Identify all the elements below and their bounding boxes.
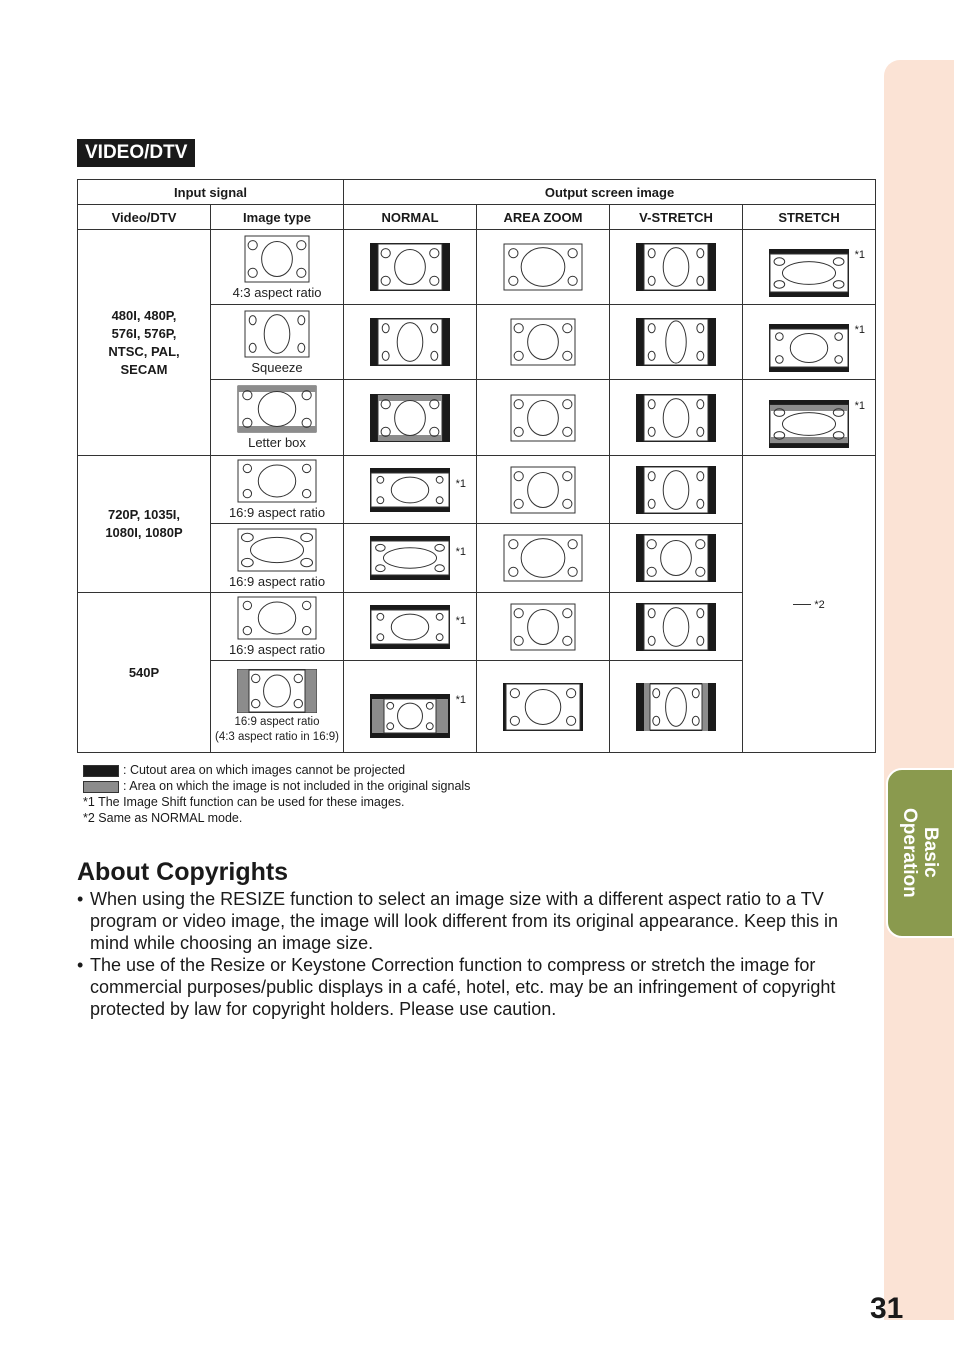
legend-gray-text: : Area on which the image is not included in the original signals [123, 779, 471, 793]
screen-drawing [237, 528, 317, 572]
screen-drawing [636, 466, 716, 514]
normal-screen-icon [344, 468, 476, 512]
bullet-item [77, 954, 867, 1020]
image-type-cell [211, 380, 344, 456]
stretch-cell [743, 230, 876, 305]
col-header: Video/DTV [78, 205, 211, 230]
screen-drawing [503, 243, 583, 291]
page-number: 31 [870, 1292, 904, 1325]
area-zoom-cell [477, 230, 610, 305]
image-type-caption: Squeeze [251, 359, 303, 375]
side-tab-background [884, 60, 954, 1320]
screen-drawing [636, 683, 716, 731]
screen-drawing [237, 385, 317, 433]
signal-label: 540P [128, 664, 160, 680]
normal-screen-icon [344, 605, 476, 649]
section-badge: VIDEO/DTV [77, 139, 195, 167]
v-stretch-screen-icon [610, 394, 742, 442]
area-zoom-cell [477, 305, 610, 380]
image-type-caption: 4:3 aspect ratio [232, 284, 322, 300]
area-zoom-screen-icon [477, 683, 609, 731]
screen-drawing [636, 394, 716, 442]
image-type-caption [211, 715, 343, 745]
about-copyrights-title: About Copyrights [77, 858, 289, 886]
screen-drawing [503, 466, 583, 514]
normal-screen-icon [344, 318, 476, 366]
header-output-screen: Output screen image [344, 180, 876, 205]
normal-cell [344, 380, 477, 456]
screen-drawing [370, 468, 450, 512]
signal-cell [78, 230, 211, 456]
screen-drawing [237, 459, 317, 503]
v-stretch-cell [610, 380, 743, 456]
area-zoom-screen-icon [477, 318, 609, 366]
v-stretch-cell [610, 593, 743, 661]
side-tab-line2: Operation [899, 807, 920, 898]
about-bullets [77, 888, 867, 1020]
v-stretch-cell [610, 524, 743, 593]
normal-screen-icon [344, 536, 476, 580]
normal-screen-icon [344, 394, 476, 442]
bullet-item [77, 888, 867, 954]
image-type-caption: 16:9 aspect ratio [228, 505, 326, 520]
screen-drawing [370, 318, 450, 366]
stretch-note: *1 [854, 324, 866, 336]
v-stretch-screen-icon [610, 318, 742, 366]
signal-label: 720P, 1035I, 1080I, 1080P [105, 507, 183, 540]
screen-drawing [769, 249, 849, 297]
screen-drawing [370, 536, 450, 580]
screen-drawing [370, 394, 450, 442]
v-stretch-screen-icon [610, 534, 742, 582]
bullet-text: When using the RESIZE function to select an image size with a different aspect ratio to a TV program or video image, the image will look different from its original appearance. Keep this in mind while choosing an image size. [90, 889, 839, 953]
v-stretch-screen-icon [610, 466, 742, 514]
area-zoom-cell [477, 456, 610, 524]
screen-drawing [636, 534, 716, 582]
input-screen-icon [211, 528, 343, 572]
v-stretch-screen-icon [610, 683, 742, 731]
normal-screen-icon [344, 243, 476, 291]
dash-line [793, 604, 811, 605]
image-type-cell [211, 456, 344, 524]
v-stretch-cell [610, 305, 743, 380]
normal-cell [344, 593, 477, 661]
screen-drawing [503, 318, 583, 366]
normal-cell [344, 230, 477, 305]
col-header: NORMAL [344, 205, 477, 230]
footnote-2: *2 Same as NORMAL mode. [83, 811, 243, 825]
stretch-merged-note: *2 [814, 599, 825, 611]
col-header: V-STRETCH [610, 205, 743, 230]
screen-drawing [237, 669, 317, 713]
stretch-cell [743, 305, 876, 380]
screen-drawing [636, 243, 716, 291]
image-type-caption: 16:9 aspect ratio [228, 573, 326, 589]
input-screen-icon [211, 385, 343, 433]
input-screen-icon [211, 235, 343, 283]
image-type-cell [211, 524, 344, 593]
area-zoom-cell [477, 380, 610, 456]
screen-drawing [503, 603, 583, 651]
normal-cell [344, 661, 477, 753]
screen-drawing [636, 603, 716, 651]
screen-drawing [503, 683, 583, 731]
v-stretch-screen-icon [610, 603, 742, 651]
normal-note: *1 [455, 477, 467, 490]
legend [83, 762, 470, 826]
col-header: Image type [211, 205, 344, 230]
screen-drawing [237, 596, 317, 640]
input-screen-icon [211, 310, 343, 358]
bullet-text: The use of the Resize or Keystone Correction function to compress or stretch the image for commercial purposes/public displays in a café, hotel, etc. may be an infringement of copyright protected by law for copyright holders. Please use caution. [90, 955, 836, 1019]
black-swatch [83, 765, 119, 777]
screen-drawing [769, 400, 849, 448]
area-zoom-screen-icon [477, 534, 609, 582]
normal-cell [344, 305, 477, 380]
v-stretch-cell [610, 456, 743, 524]
normal-note: *1 [455, 546, 467, 558]
signal-label: 480I, 480P, 576I, 576P, NTSC, PAL, SECAM [108, 307, 180, 377]
stretch-note: *1 [854, 399, 866, 412]
screen-drawing [636, 318, 716, 366]
image-type-caption: 16:9 aspect ratio [228, 642, 326, 657]
image-type-cell [211, 305, 344, 380]
image-type-cell [211, 230, 344, 305]
area-zoom-screen-icon [477, 394, 609, 442]
legend-black-text: : Cutout area on which images cannot be projected [123, 763, 406, 777]
input-screen-icon [211, 596, 343, 640]
input-screen-icon [211, 459, 343, 503]
area-zoom-cell [477, 593, 610, 661]
stretch-note: *1 [854, 249, 866, 261]
input-screen-icon [211, 669, 343, 713]
stretch-cell [743, 380, 876, 456]
screen-drawing [370, 605, 450, 649]
screen-drawing [503, 534, 583, 582]
screen-drawing [503, 394, 583, 442]
screen-drawing [769, 324, 849, 372]
area-zoom-screen-icon [477, 603, 609, 651]
header-input-signal: Input signal [78, 180, 344, 205]
side-tab-label [900, 775, 940, 930]
area-zoom-screen-icon [477, 466, 609, 514]
image-type-cell [211, 593, 344, 661]
side-tab-line1: Basic [920, 827, 941, 878]
image-type-cell [211, 661, 344, 753]
screen-drawing [237, 235, 317, 283]
legend-gray [83, 778, 470, 794]
legend-black [83, 762, 470, 778]
screen-drawing [370, 243, 450, 291]
col-header: AREA ZOOM [477, 205, 610, 230]
caption-line2: (4:3 aspect ratio in 16:9) [215, 730, 340, 743]
area-zoom-screen-icon [477, 243, 609, 291]
normal-cell [344, 524, 477, 593]
normal-note: *1 [455, 614, 467, 627]
col-header: STRETCH [743, 205, 876, 230]
image-type-caption: Letter box [248, 435, 306, 450]
caption-line1: 16:9 aspect ratio [234, 715, 320, 728]
normal-note: *1 [455, 693, 467, 706]
normal-cell [344, 456, 477, 524]
signal-cell [78, 456, 211, 593]
bullet-dot: • [77, 889, 84, 909]
bullet-dot: • [77, 955, 84, 975]
v-stretch-cell [610, 661, 743, 753]
footnote-1: *1 The Image Shift function can be used for these images. [83, 795, 405, 809]
area-zoom-cell [477, 661, 610, 753]
gray-swatch [83, 781, 119, 793]
resize-table [77, 179, 876, 753]
signal-cell [78, 593, 211, 753]
area-zoom-cell [477, 524, 610, 593]
screen-drawing [370, 694, 450, 738]
v-stretch-screen-icon [610, 243, 742, 291]
stretch-merged-cell [743, 456, 876, 753]
v-stretch-cell [610, 230, 743, 305]
screen-drawing [237, 310, 317, 358]
